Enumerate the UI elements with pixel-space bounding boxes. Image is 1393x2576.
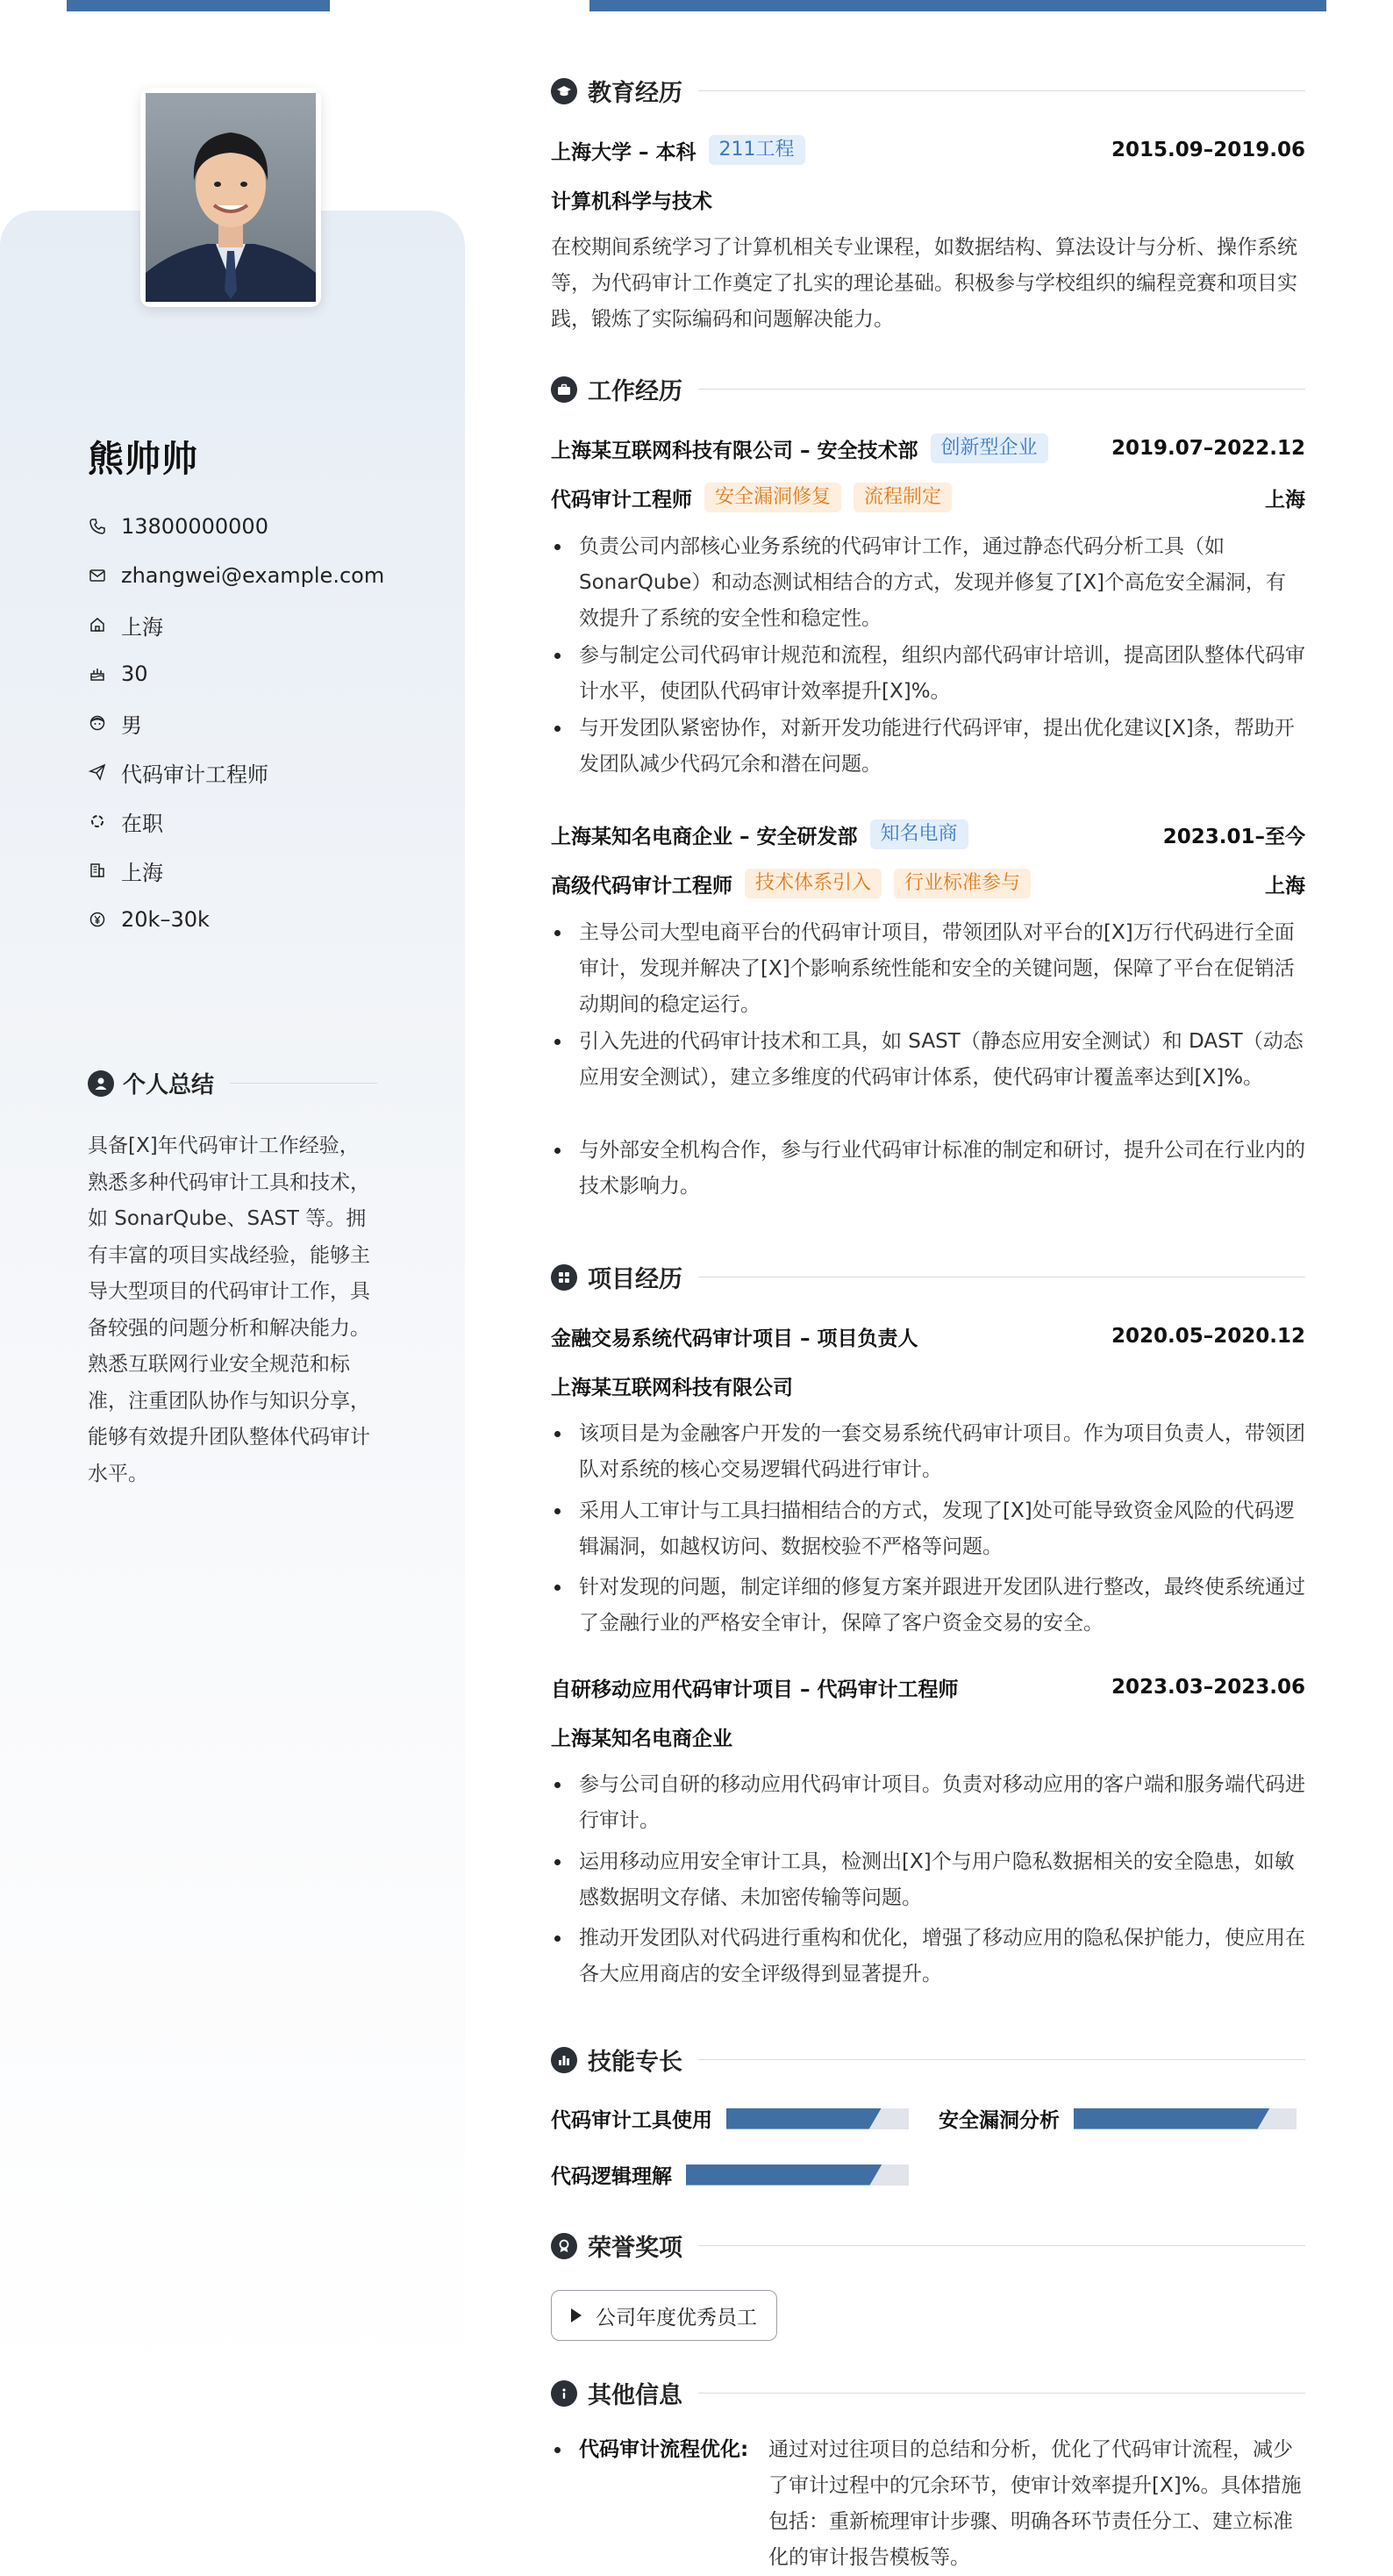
salary-text: 20k–30k [121, 907, 210, 932]
work-title: 工作经历 [588, 378, 682, 405]
award-icon [551, 2233, 577, 2259]
education-header [551, 74, 1305, 108]
award-text: 公司年度优秀员工 [596, 2306, 757, 2329]
building-icon [88, 861, 107, 880]
summary-header [88, 1067, 377, 1099]
skill-bar [1074, 2108, 1297, 2129]
bar-chart-icon [551, 2047, 577, 2073]
age-text: 30 [121, 662, 148, 686]
job-2-role-row [551, 865, 1305, 902]
info-position [88, 748, 384, 797]
job-2-role: 高级代码审计工程师 [551, 874, 732, 898]
job-2-company: 上海某知名电商企业 – 安全研发部 [551, 825, 858, 848]
profile-photo [146, 93, 316, 302]
info-icon [551, 2380, 577, 2407]
divider [698, 90, 1305, 91]
project-2-header [551, 1669, 1305, 1706]
skill-name: 代码逻辑理解 [551, 2165, 672, 2188]
list-item [551, 1921, 1305, 1993]
list-item-text: 该项目是为金融客户开发的一套交易系统代码审计项目。作为项目负责人，带领团队对系统的核心交易逻辑代码进行审计。 [579, 1422, 1305, 1481]
list-item [551, 915, 1305, 1023]
list-item-text: 负责公司内部核心业务系统的代码审计工作，通过静态代码分析工具（如 SonarQube）和动态测试相结合的方式，发现并修复了[X]个高危安全漏洞，有效提升了系统的安全性和稳定性。 [579, 535, 1286, 630]
skill-name: 安全漏洞分析 [939, 2109, 1060, 2132]
list-item-text: 引入先进的代码审计技术和工具，如 SAST（静态应用安全测试）和 DAST（动态应用安全测试），建立多维度的代码审计体系，使代码审计覆盖率达到[X]%。 [579, 1030, 1304, 1089]
list-item [551, 1570, 1305, 1642]
salary-icon [88, 910, 107, 929]
job-2-role-tag: 技术体系引入 [745, 869, 882, 898]
list-item-text: 采用人工审计与工具扫描相结合的方式，发现了[X]处可能导致资金风险的代码逻辑漏洞，如越权访问、数据校验不严格等问题。 [579, 1499, 1295, 1558]
skill-item [551, 2104, 909, 2133]
user-icon [88, 1070, 114, 1097]
awards-title: 荣誉奖项 [588, 2235, 682, 2262]
skill-bar [686, 2165, 909, 2186]
person-name: 熊帅帅 [88, 438, 198, 480]
school-name: 上海大学 – 本科 [551, 140, 696, 164]
divider [698, 2059, 1305, 2060]
other-item [551, 2432, 1305, 2576]
list-item [551, 1493, 1305, 1565]
home-text: 上海 [121, 614, 163, 640]
divider [230, 1083, 377, 1084]
home-icon [88, 615, 107, 634]
skill-item [939, 2104, 1297, 2133]
status-icon [88, 812, 107, 831]
skills-header [551, 2043, 1305, 2077]
divider [698, 2245, 1305, 2246]
major-name: 计算机科学与技术 [551, 190, 712, 213]
info-email [88, 551, 384, 600]
project-1-org-row [551, 1367, 1305, 1404]
job-2-date: 2023.01–至今 [1162, 825, 1305, 848]
project-2-name: 自研移动应用代码审计项目 – 代码审计工程师 [551, 1678, 959, 1701]
list-item-text: 推动开发团队对代码进行重构和优化，增强了移动应用的隐私保护能力，使应用在各大应用商店的安全评级得到显著提升。 [579, 1927, 1305, 1986]
list-item-text: 主导公司大型电商平台的代码审计项目，带领团队对平台的[X]万行代码进行全面审计，发现并解决了[X]个影响系统性能和安全的关键问题，保障了平台在促销活动期间的稳定运行。 [579, 921, 1295, 1016]
briefcase-icon [551, 376, 577, 403]
job-2-header [551, 816, 1305, 853]
grid-icon [551, 1264, 577, 1291]
contact-info [88, 502, 384, 944]
job-1-role-tag: 安全漏洞修复 [704, 483, 841, 512]
email-text: zhangwei@example.com [121, 563, 385, 588]
list-item [551, 1416, 1305, 1488]
job-1-role: 代码审计工程师 [551, 488, 692, 512]
skill-item [551, 2160, 909, 2189]
top-accent-bar-left [67, 0, 330, 11]
project-1-header [551, 1318, 1305, 1355]
info-age [88, 649, 384, 698]
project-2-org-row [551, 1718, 1305, 1755]
job-2-role-tag: 行业标准参与 [894, 869, 1031, 898]
list-item-text: 运用移动应用安全审计工具，检测出[X]个与用户隐私数据相关的安全隐患，如敏感数据明文存储、未加密传输等问题。 [579, 1850, 1295, 1909]
list-item-text: 针对发现的问题，制定详细的修复方案并跟进开发团队进行整改，最终使系统通过了金融行业的严格安全审计，保障了客户资金交易的安全。 [579, 1576, 1305, 1635]
project-1-name: 金融交易系统代码审计项目 – 项目负责人 [551, 1327, 918, 1350]
list-item [551, 529, 1305, 637]
skill-bar-fill [726, 2108, 882, 2129]
list-item [551, 711, 1305, 783]
send-icon [88, 762, 107, 782]
summary-text: 具备[X]年代码审计工作经验，熟悉多种代码审计工具和技术，如 SonarQube、SAST 等。拥有丰富的项目实战经验，能够主导大型项目的代码审计工作，具备较强的问题分析和解决能力。熟悉互联网行业安全规范和标准，注重团队协作与知识分享，能够有效提升团队整体代码审计水平。 [88, 1134, 370, 1485]
job-2-city: 上海 [1265, 874, 1305, 898]
list-item [551, 1767, 1305, 1839]
skill-bar [726, 2108, 909, 2129]
project-2-org: 上海某知名电商企业 [551, 1727, 732, 1750]
phone-icon [88, 517, 107, 536]
gender-icon [88, 713, 107, 733]
list-item [551, 1024, 1305, 1096]
info-city [88, 846, 384, 895]
skill-bar-fill [686, 2165, 882, 2186]
job-1-date: 2019.07–2022.12 [1111, 437, 1305, 460]
education-date: 2015.09–2019.06 [1111, 139, 1305, 161]
other-item-text: 通过对过往项目的总结和分析，优化了代码审计流程，减少了审计过程中的冗余环节，使审计效率提升[X]%。具体措施包括：重新梳理审计步骤、明确各环节责任分工、建立标准化的审计报告模板等。 [768, 2438, 1302, 2569]
list-item-text: 与外部安全机构合作，参与行业代码审计标准的制定和研讨，提升公司在行业内的技术影响力。 [579, 1139, 1305, 1198]
project-1-org: 上海某互联网科技有限公司 [551, 1376, 793, 1399]
divider [698, 2393, 1305, 2394]
skills-title: 技能专长 [588, 2049, 682, 2076]
job-2-company-tag: 知名电商 [870, 819, 968, 849]
job-1-header [551, 430, 1305, 467]
info-phone [88, 502, 384, 551]
status-text: 在职 [121, 811, 163, 836]
list-item [551, 1844, 1305, 1916]
education-title: 教育经历 [588, 80, 682, 107]
education-tag: 211工程 [709, 135, 805, 165]
divider [698, 389, 1305, 390]
phone-text: 13800000000 [121, 514, 268, 539]
cake-icon [88, 664, 107, 683]
job-1-company: 上海某互联网科技有限公司 – 安全技术部 [551, 439, 918, 462]
triangle-icon [571, 2308, 582, 2322]
list-item [551, 638, 1305, 710]
skill-name: 代码审计工具使用 [551, 2109, 712, 2132]
info-salary [88, 895, 384, 944]
major-row [551, 181, 1305, 218]
info-gender [88, 698, 384, 748]
work-header [551, 372, 1305, 406]
job-1-role-tag: 流程制定 [854, 483, 952, 512]
awards-header [551, 2229, 1305, 2263]
avatar [140, 88, 321, 307]
other-title: 其他信息 [588, 2382, 682, 2409]
project-2-date: 2023.03–2023.06 [1111, 1676, 1305, 1699]
education-row [551, 132, 1305, 168]
job-1-company-tag: 创新型企业 [931, 433, 1048, 463]
list-item [551, 1133, 1305, 1205]
job-1-city: 上海 [1265, 488, 1305, 512]
graduation-cap-icon [551, 78, 577, 104]
project-1-date: 2020.05–2020.12 [1111, 1325, 1305, 1348]
list-item-text: 参与公司自研的移动应用代码审计项目。负责对移动应用的客户端和服务端代码进行审计。 [579, 1773, 1305, 1832]
info-home [88, 600, 384, 649]
position-text: 代码审计工程师 [121, 762, 268, 787]
skill-bar-fill [1074, 2108, 1270, 2129]
award-item [551, 2290, 777, 2341]
other-item-label: 代码审计流程优化: [579, 2438, 749, 2461]
education-desc: 在校期间系统学习了计算机相关专业课程，如数据结构、算法设计与分析、操作系统等，为代码审计工作奠定了扎实的理论基础。积极参与学校组织的编程竞赛和项目实践，锻炼了实际编码和问题解决能力。 [551, 236, 1297, 331]
list-item-text: 参与制定公司代码审计规范和流程，组织内部代码审计培训，提高团队整体代码审计水平，使团队代码审计效率提升[X]%。 [579, 644, 1305, 703]
projects-header [551, 1260, 1305, 1294]
mail-icon [88, 566, 107, 585]
job-1-role-row [551, 479, 1305, 516]
summary-title: 个人总结 [123, 1072, 215, 1098]
projects-title: 项目经历 [588, 1266, 682, 1293]
other-header [551, 2376, 1305, 2410]
gender-text: 男 [121, 712, 142, 738]
city-text: 上海 [121, 860, 163, 885]
info-status [88, 797, 384, 846]
list-item-text: 与开发团队紧密协作，对新开发功能进行代码评审，提出优化建议[X]条，帮助开发团队减少代码冗余和潜在问题。 [579, 717, 1295, 776]
top-accent-bar-right [589, 0, 1326, 11]
